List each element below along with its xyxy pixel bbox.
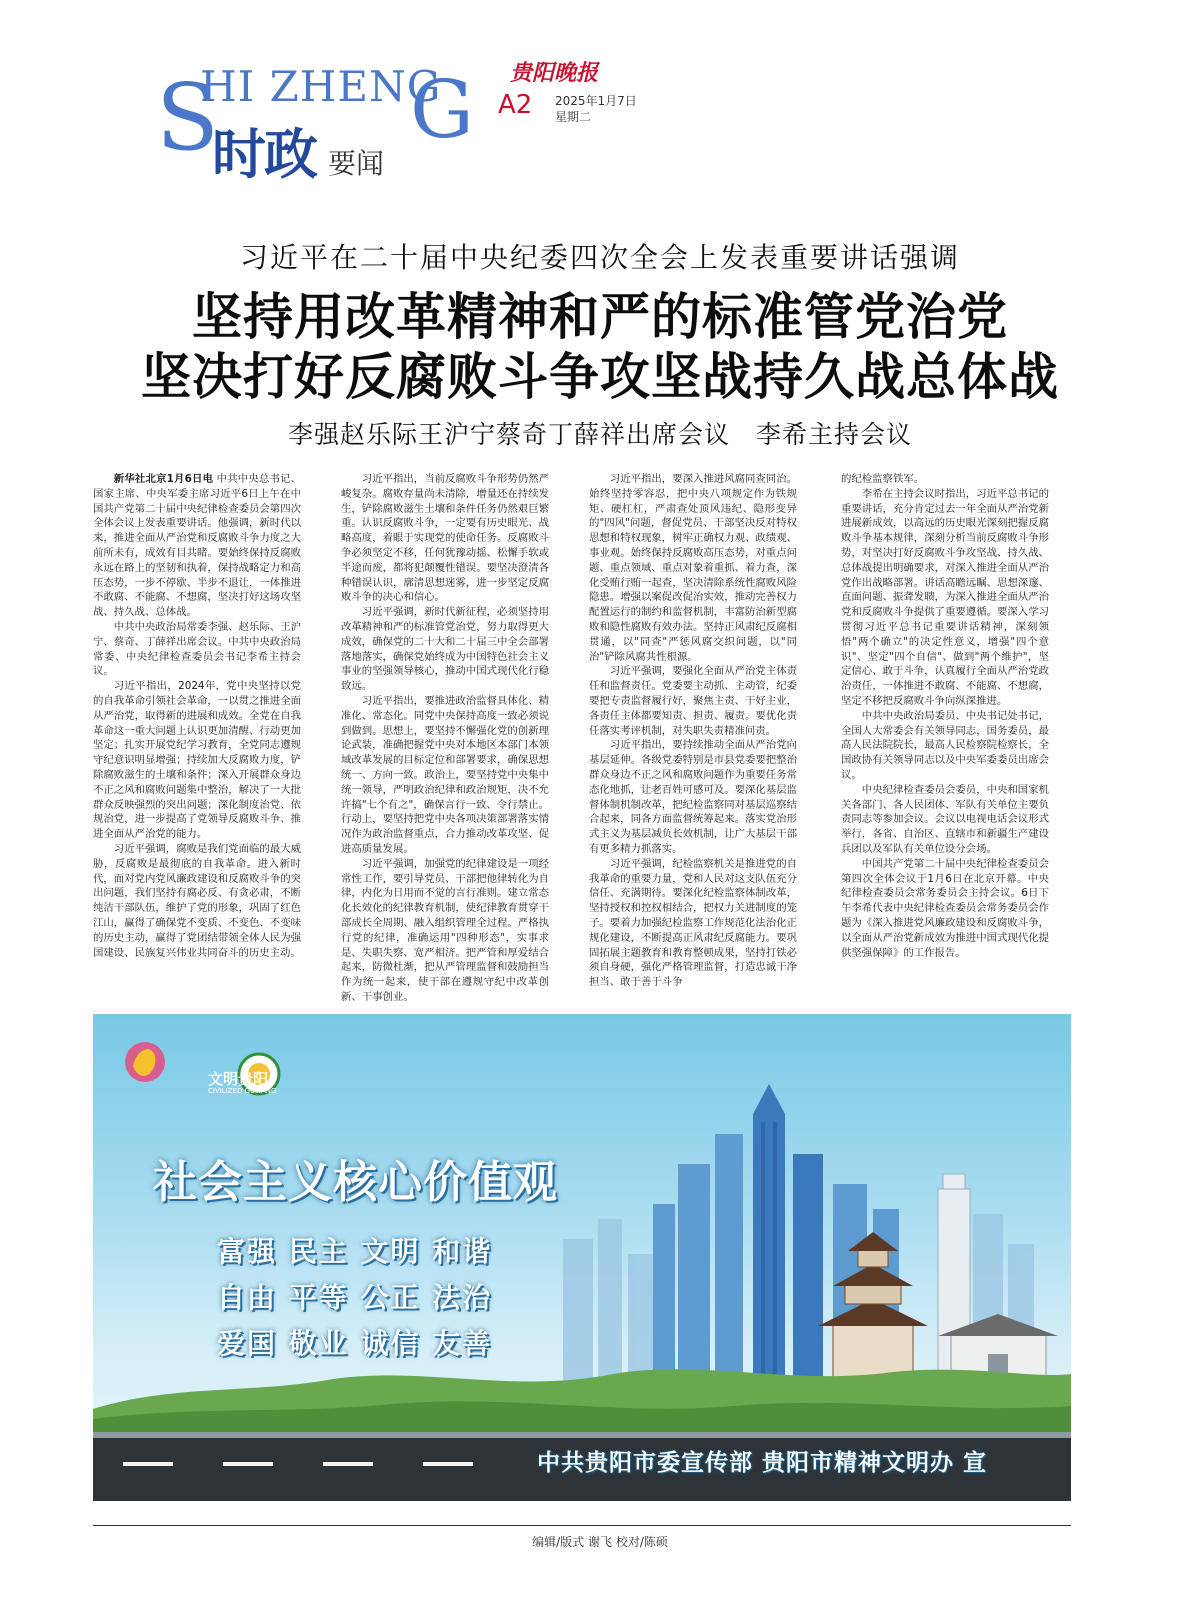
ad-values-line-1: 富强 民主 文明 和谐 bbox=[217, 1235, 493, 1268]
article-column-3 bbox=[589, 472, 797, 990]
ad-logo-subtext: CIVILIZED GUIYANG bbox=[208, 1087, 277, 1095]
ad-logo-text: 文明贵阳 bbox=[208, 1070, 269, 1088]
article-paragraph: 习近平指出，要深入推进风腐同查同治。始终坚持零容忍，把中央八项规定作为铁规矩、硬杠杠，严肃查处顶风违纪、隐形变异的"四风"问题，督促党员、干部坚决反对特权思想和特权现象，树牢正确权力观、政绩观、事业观。始终保持反腐败高压态势，对重点问题、重点领域、重点对象着重抓、着力查，深化受贿行贿一起查，坚决清除系统性腐败风险隐患。增强以案促改促治实效，推动完善权力配置运行的制约和监督机制，丰富防治新型腐败和隐性腐败有效办法。坚持正风肃纪反腐相贯通，以"同查"严惩风腐交织问题，以"同治"铲除风腐共性根源。 bbox=[589, 473, 797, 663]
page-number: A2 bbox=[498, 90, 533, 120]
article-paragraph bbox=[93, 472, 301, 620]
article-paragraph: 习近平指出，要推进政治监督具体化、精准化、常态化。同党中央保持高度一致必须说到做到。思想上，要坚持不懈强化党的创新理论武装，准确把握党中央对本地区本部门本领域改革发展的目标定位和部署要求，确保思想统一、方向一致。政治上，要坚持党中央集中统一领导，严明政治纪律和政治规矩，决不允许搞"七个有之"，确保言行一致、令行禁止。行动上，要坚持把党中央各项决策部署落实情况作为政治监督重点，合力推动改革攻坚、促进高质量发展。 bbox=[341, 694, 549, 855]
issue-date: 2025年1月7日 bbox=[555, 94, 637, 108]
article-column-2 bbox=[341, 472, 549, 1005]
ad-title: 社会主义核心价值观 bbox=[153, 1157, 558, 1208]
masthead-letter-g: G bbox=[410, 63, 474, 156]
subheadline: 李强赵乐际王沪宁蔡奇丁薛祥出席会议 李希主持会议 bbox=[287, 420, 912, 449]
section-subtitle: 要闻 bbox=[328, 147, 385, 180]
ad-values-line-2: 自由 平等 公正 法治 bbox=[217, 1281, 493, 1314]
article-paragraph: 李希在主持会议时指出，习近平总书记的重要讲话，充分肯定过去一年全面从严治党新进展新成效，以高远的历史眼光深刻把握反腐败斗争基本规律，深刻分析当前反腐败斗争形势，对坚决打好反腐败斗争攻坚战、持久战、总体战提出明确要求，对深入推进全面从严治党作出战略部署。讲话高瞻远瞩、思想深邃、直面问题、振聋发聩，为深入推进全面从严治党和反腐败斗争提供了重要遵循。要深入学习贯彻习近平总书记重要讲话精神，深刻领悟"两个确立"的决定性意义，增强"四个意识"、坚定"四个自信"、做到"两个维护"，坚定信心、敢于斗争，认真履行全面从严治党政治责任，一体推进不敢腐、不能腐、不想腐，坚定不移把反腐败斗争向纵深推进。 bbox=[841, 487, 1049, 707]
article-paragraph: 习近平强调，纪检监察机关是推进党的自我革命的重要力量，党和人民对这支队伍充分信任、充满期待。要深化纪检监察体制改革，坚持授权和控权相结合，把权力关进制度的笼子。要着力加强纪检监察工作规范化法治化正规化建设，不断提高正风肃纪反腐能力。要巩固拓展主题教育和教育整顿成果，坚持打铁必须自身硬，强化严格管理监督，打造忠诚干净担当、敢于善于斗争 bbox=[589, 857, 797, 989]
section-title: 时政 bbox=[212, 123, 316, 186]
article-paragraph: 习近平指出，当前反腐败斗争形势仍然严峻复杂。腐败存量尚未清除，增量还在持续发生，铲除腐败滋生土壤和条件任务仍然艰巨繁重。认识反腐败斗争，一定要有历史眼光、战略高度，着眼于实现党的使命任务。反腐败斗争必须坚定不移，任何犹豫动摇、松懈手软或半途而废，都将犯颠覆性错误。要坚决澄清各种错误认识，廓清思想迷雾，进一步坚定反腐败斗争的决心和信心。 bbox=[341, 473, 549, 604]
dateline: 新华社北京1月6日电 bbox=[113, 473, 214, 485]
article-paragraph: 习近平强调，加强党的纪律建设是一项经常性工作，要引导党员、干部把他律转化为自律，内化为日用而不觉的言行准则。建立常态化长效化的纪律教育机制，使纪律教育贯穿干部成长全周期、融入组织管理全过程。严格执行党的纪律，准确运用"四种形态"，实事求是、失职失察、宽严相济。把严管和厚爱结合起来，防微杜渐，把从严管理监督和鼓励担当作为统一起来，使干部在遵规守纪中改革创新、干事创业。 bbox=[341, 857, 549, 1003]
public-service-ad bbox=[93, 1014, 1071, 1501]
masthead-letter-s: S bbox=[156, 64, 220, 171]
paragraph-text: 中共中央总书记、国家主席、中央军委主席习近平6日上午在中国共产党第二十届中央纪律检查委员会第四次全体会议上发表重要讲话。他强调，新时代以来，推进全面从严治党和反腐败斗争力度之大前所未有，成效有目共睹。要始终保持反腐败永远在路上的坚韧和执着，保持战略定力和高压态势，一步不停歇、半步不退让，一体推进不敢腐、不能腐、不想腐，坚决打好这场攻坚战、持久战、总体战。 bbox=[93, 473, 301, 619]
masthead-latin-title: HI ZHENG bbox=[200, 62, 442, 111]
headline-kicker: 习近平在二十届中央纪委四次全会上发表重要讲话强调 bbox=[239, 241, 960, 274]
article-paragraph: 中共中央政治局委员、中央书记处书记，全国人大常委会有关领导同志，国务委员，最高人民法院院长，最高人民检察院检察长，全国政协有关领导同志以及中央军委委员出席会议。 bbox=[841, 709, 1049, 781]
article-paragraph: 中共中央政治局常委李强、赵乐际、王沪宁、蔡奇、丁薛祥出席会议。中共中央政治局常委、中央纪律检查委员会书记李希主持会议。 bbox=[93, 620, 301, 678]
article-paragraph: 习近平指出，2024年，党中央坚持以党的自我革命引领社会革命，一以贯之推进全面从严治党，取得新的进展和成效。全党在自我革命这一重大问题上认识更加清醒、行动更加坚定；扎实开展党纪学习教育，全党同志遵规守纪意识明显增强；持续加大反腐败力度，铲除腐败滋生的土壤和条件；深入开展群众身边不正之风和腐败问题集中整治，解决了一大批群众反映强烈的突出问题；深化制度治党、依规治党，进一步提高了党领导反腐败斗争、推进全面从严治党的能力。 bbox=[93, 680, 301, 841]
ad-credit: 中共贵阳市委宣传部 贵阳市精神文明办 宣 bbox=[537, 1450, 988, 1476]
newspaper-logo: 贵阳晚报 bbox=[510, 60, 599, 86]
article-paragraph: 习近平指出，要持续推动全面从严治党向基层延伸。各级党委特别是市县党委要把整治群众身边不正之风和腐败问题作为重要任务常态化地抓，让老百姓可感可及。要深化基层监督体制机制改革，把纪检监察同对基层巡察结合起来，同各方面监督统筹起来。落实党治形式主义为基层减负长效机制，让广大基层干部有更多精力抓落实。 bbox=[589, 739, 797, 855]
article-paragraph: 中央纪律检查委员会委员，中央和国家机关各部门、各人民团体、军队有关单位主要负责同志等参加会议。会议以电视电话会议形式举行，各省、自治区、直辖市和新疆生产建设兵团以及军队有关单位设分会场。 bbox=[841, 783, 1049, 855]
article-paragraph: 的纪检监察铁军。 bbox=[841, 473, 925, 485]
article-paragraph: 习近平强调，新时代新征程，必须坚持用改革精神和严的标准管党治党，努力取得更大成效，确保党的二十大和二十届三中全会部署落地落实，确保党始终成为中国特色社会主义事业的坚强领导核心，推动中国式现代化行稳致远。 bbox=[341, 606, 549, 693]
article-column-4 bbox=[841, 472, 1049, 960]
main-headline-line-1: 坚持用改革精神和严的标准管党治党 bbox=[192, 288, 1008, 346]
issue-weekday: 星期二 bbox=[555, 110, 592, 125]
article-column-1 bbox=[93, 472, 301, 960]
ad-values-line-3: 爱国 敬业 诚信 友善 bbox=[217, 1327, 493, 1360]
article-paragraph: 习近平强调，要强化全面从严治党主体责任和监督责任。党委要主动抓、主动管，纪委要把专责监督履行好，聚焦主责、干好主业，各责任主体都要知责、担责、履责。要优化责任落实考评机制，对失职失责精准问责。 bbox=[589, 665, 797, 737]
editor-credit: 编辑/版式 谢飞 校对/陈硕 bbox=[532, 1535, 668, 1549]
article-paragraph: 习近平强调，腐败是我们党面临的最大威胁，反腐败是最彻底的自我革命。进入新时代，面对党内党风廉政建设和反腐败斗争的突出问题，我们坚持有腐必反、有贪必肃，不断纯洁干部队伍，维护了党的形象，巩固了红色江山，赢得了确保党不变质、不变色、不变味的历史主动，赢得了党团结带领全体人民为强国建设、民族复兴伟业共同奋斗的历史主动。 bbox=[93, 842, 301, 959]
article-paragraph: 中国共产党第二十届中央纪律检查委员会第四次全体会议于1月6日在北京开幕。中央纪律检查委员会常务委员会主持会议。6日下午李希代表中央纪律检查委员会常务委员会作题为《深入推进党风廉政建设和反腐败斗争，以全面从严治党新成效为推进中国式现代化提供坚强保障》的工作报告。 bbox=[841, 857, 1049, 959]
issue-date-block bbox=[555, 93, 637, 125]
main-headline-line-2: 坚决打好反腐败斗争攻坚战持久战总体战 bbox=[141, 348, 1059, 406]
footer-divider bbox=[93, 1525, 1071, 1526]
